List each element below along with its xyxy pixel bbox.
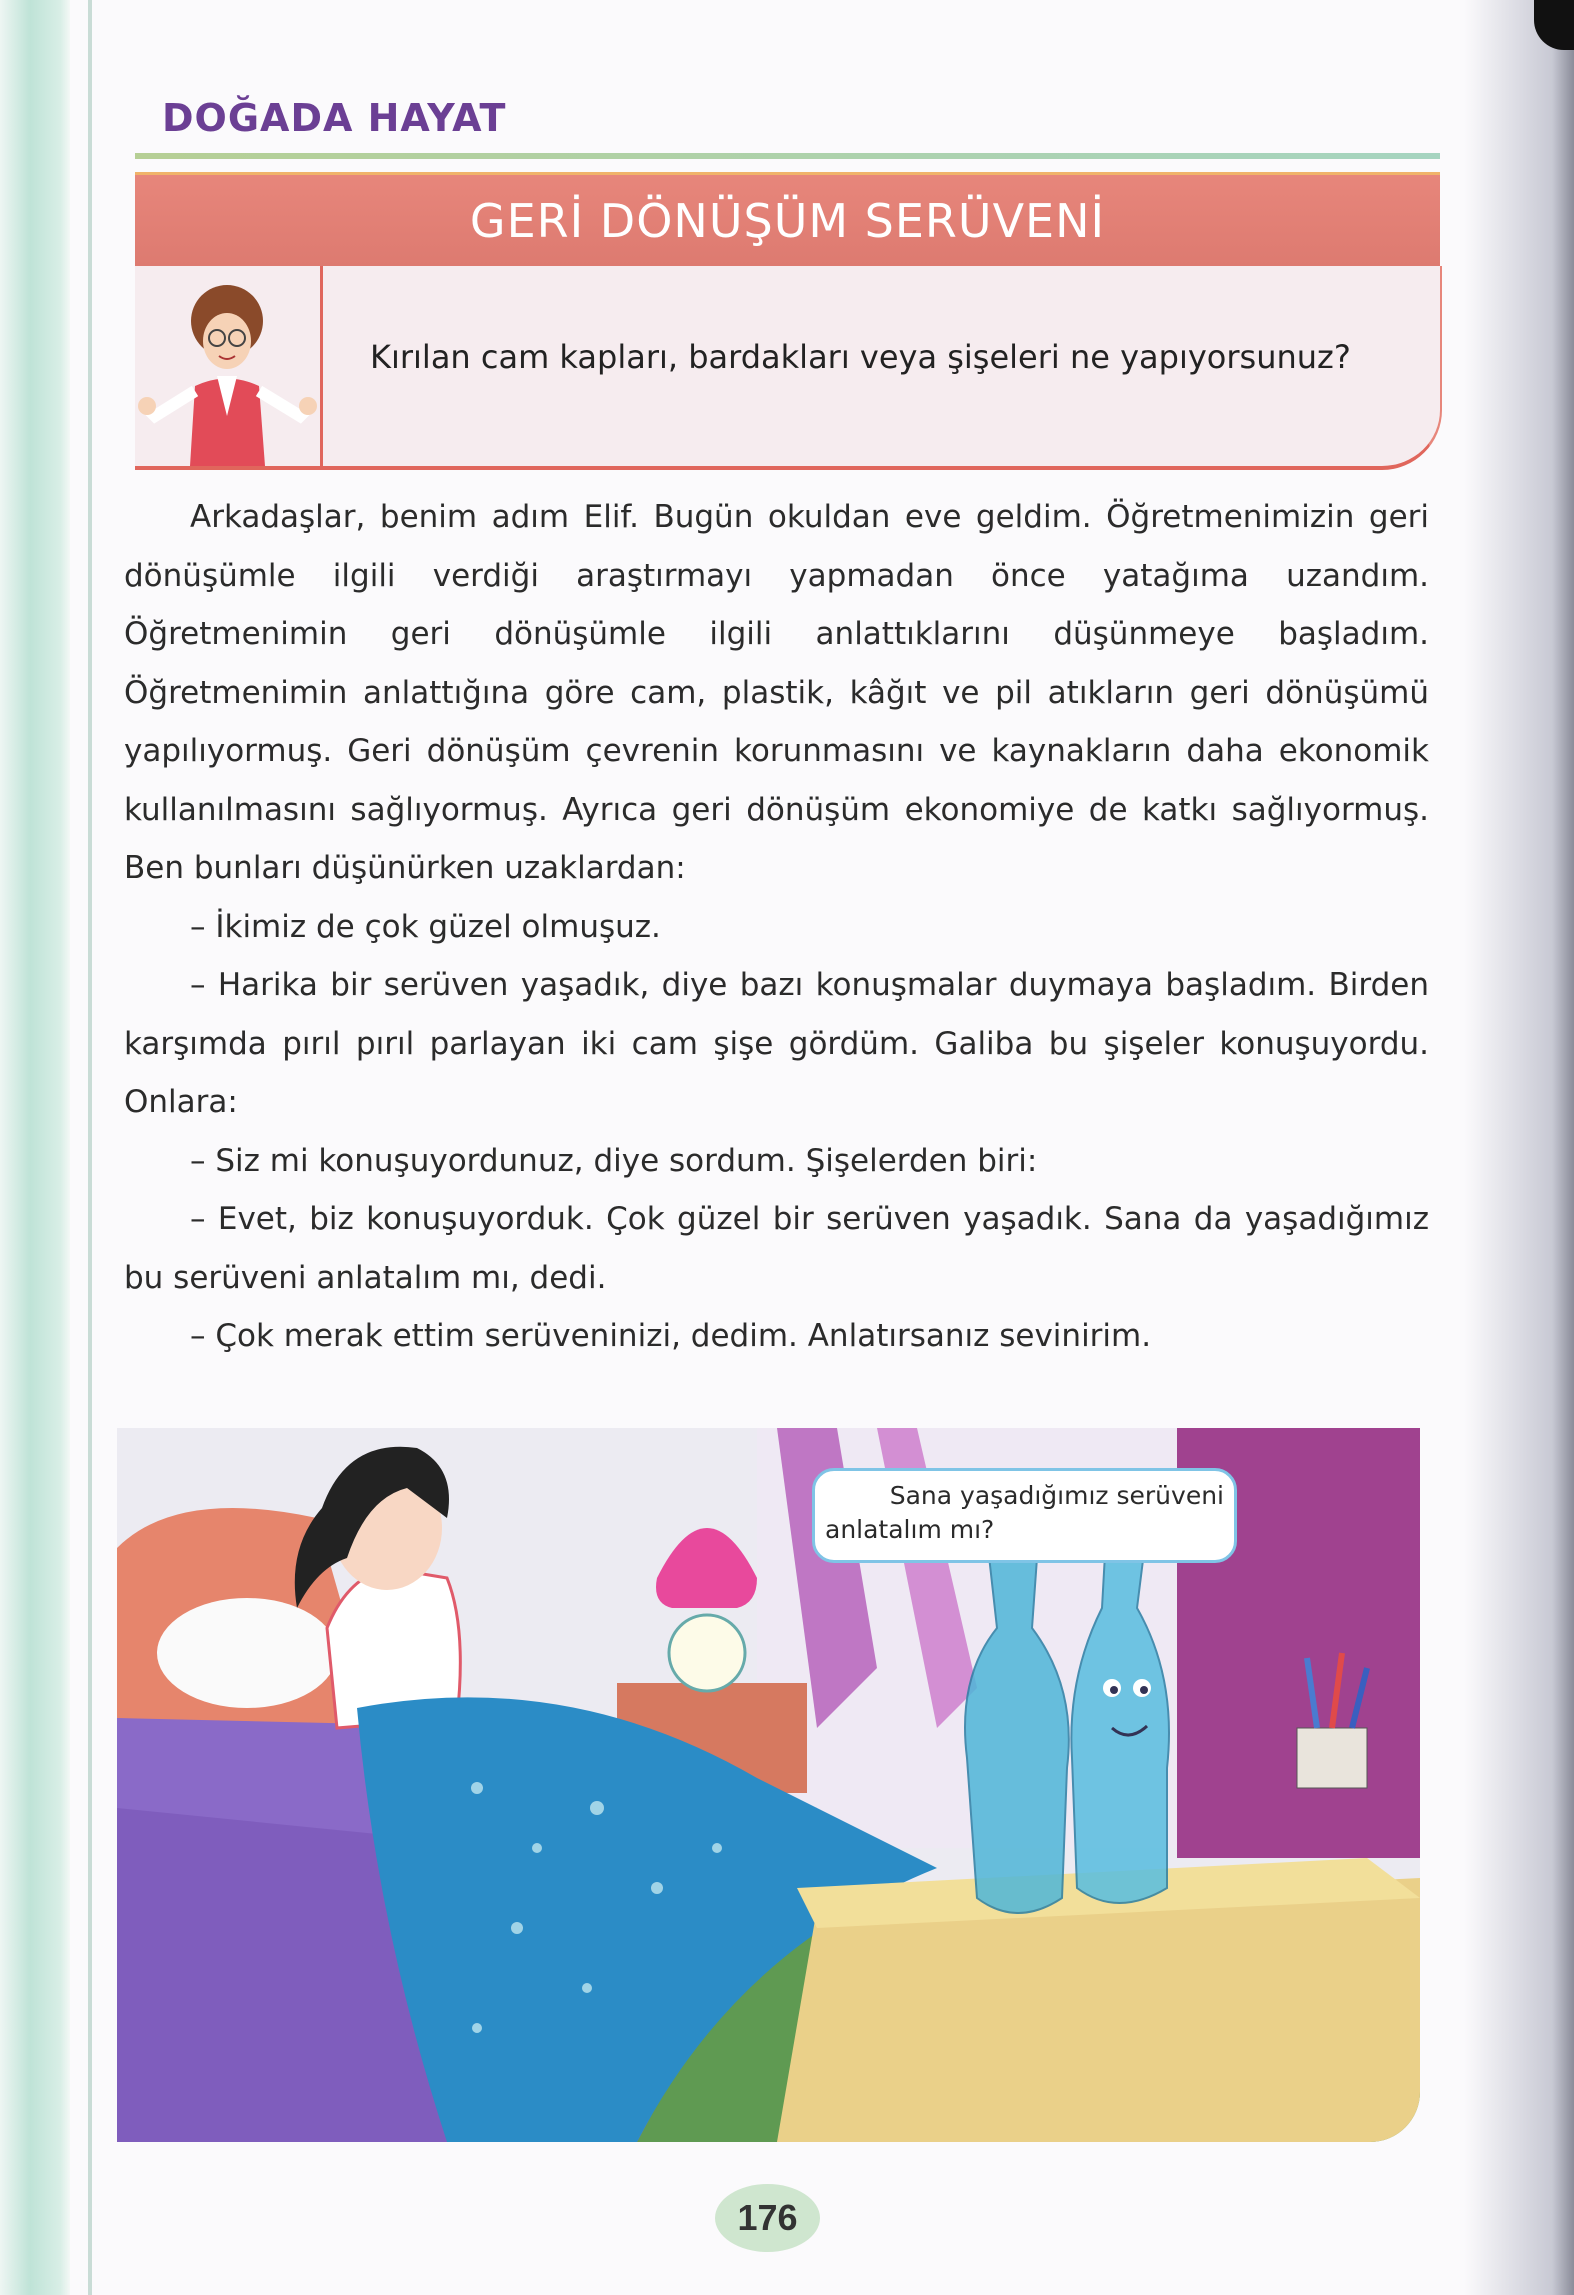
speech-bubble: [812, 1468, 1237, 1563]
bedroom-illustration: [117, 1428, 1420, 2142]
section-title: DOĞADA HAYAT: [162, 96, 507, 140]
margin-line: [88, 0, 92, 2295]
paragraph: – Çok merak ettim serüveninizi, dedim. Anlatırsanız sevinirim.: [190, 1318, 1152, 1354]
question-box: [135, 266, 1442, 470]
divider: [135, 153, 1440, 159]
paragraph: – Harika bir serüven yaşadık, diye bazı konuşmalar duymaya başladım. Birden karşımda pırıl pırıl parlayan iki cam şişe gördüm. Galiba bu şişeler konuşuyordu. Onlara:: [124, 967, 1429, 1120]
boy-character-illustration: [135, 266, 323, 466]
speech-bubble-line: anlatalım mı?: [825, 1515, 995, 1544]
paragraph: – Siz mi konuşuyordunuz, diye sordum. Şişelerden biri:: [190, 1142, 1038, 1179]
binding-shadow: [1464, 0, 1574, 2295]
paragraph: – İkimiz de çok güzel olmuşuz.: [190, 908, 661, 945]
paragraph: – Evet, biz konuşuyorduk. Çok güzel bir serüven yaşadık. Sana da yaşadığımız bu serüveni anlatalım mı, dedi.: [124, 1201, 1429, 1296]
question-text: Kırılan cam kapları, bardakları veya şişeleri ne yapıyorsunuz?: [370, 338, 1351, 376]
speech-bubble-line: Sana yaşadığımız serüveni: [889, 1481, 1224, 1510]
page-margin-strip: [0, 0, 70, 2295]
lesson-title-banner: [135, 172, 1440, 270]
paragraph: Arkadaşlar, benim adım Elif. Bugün okuldan eve geldim. Öğretmenimizin geri dönüşümle ilgili verdiği araştırmayı yapmadan önce yatağıma uzandım. Öğretmenimin geri dönüşümle ilgili anlattıklarını düşünmeye başladım. Öğretmenimin anlattığına göre cam, plastik, kâğıt ve pil atıkların geri dönüşümü yapılıyormuş. Geri dönüşüm çevrenin korunmasını ve kaynakların daha ekonomik kullanılmasını sağlıyormuş. Ayrıca geri dönüşüm ekonomiye de katkı sağlıyormuş. Ben bunları düşünürken uzaklardan:: [124, 499, 1429, 886]
page-number: 176: [715, 2184, 820, 2252]
lesson-title: GERİ DÖNÜŞÜM SERÜVENİ: [469, 194, 1106, 248]
story-text: [124, 488, 1429, 1366]
